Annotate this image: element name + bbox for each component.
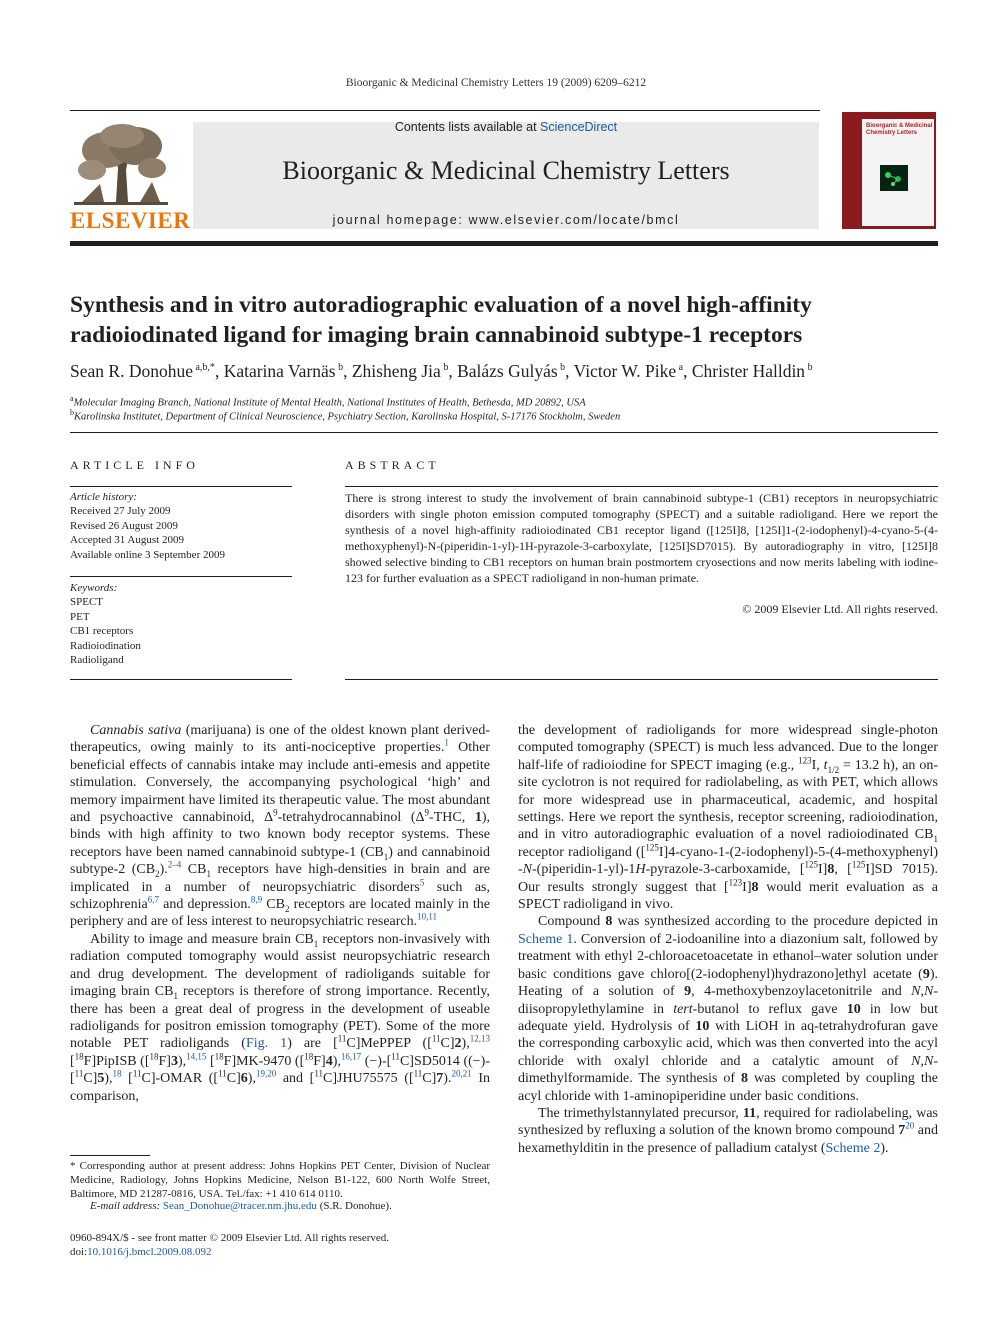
affiliation-mark: b xyxy=(70,408,74,417)
affiliation-mark: a xyxy=(70,394,74,403)
email-suffix: (S.R. Donohue). xyxy=(316,1200,392,1212)
doi-link[interactable]: 10.1016/j.bmcl.2009.08.092 xyxy=(87,1246,212,1258)
article-title xyxy=(70,290,940,350)
issn-line: 0960-894X/$ - see front matter © 2009 Elsevier Ltd. All rights reserved. xyxy=(70,1232,390,1244)
issn-block xyxy=(70,1231,490,1259)
article-title-line-1: Synthesis and in vitro autoradiographic evaluation of a novel high-affinity xyxy=(70,292,812,318)
affiliation-a xyxy=(70,394,940,409)
history-item: Received 27 July 2009 xyxy=(70,505,171,518)
journal-title: Bioorganic & Medicinal Chemistry Letters xyxy=(282,156,730,185)
author-affil: b xyxy=(338,362,344,374)
article-info-bottom-rule xyxy=(70,679,292,680)
keyword: SPECT xyxy=(70,596,104,609)
keyword: PET xyxy=(70,610,90,623)
body-paragraph: The trimethylstannylated precursor, 11, required for radiolabeling, was synthesized by refluxing a solution of the known bromo compound $7^{20}$ and hexamethylditin in the presence of palladium catalyst (Scheme 2). xyxy=(518,1105,939,1156)
header-rule xyxy=(70,110,820,111)
body-paragraph: the development of radioligands for more widespread single-photon computed tomography (SPECT) is much less advanced. Due to the longer half-life of radioiodine for SPECT imaging (e.g., $^{123}$I, $t_{1/2} = 13.2$ h), an on-site cyclotron is not required for radiolabeling, as with PET, which allows for more widespread use in pharmaceutical, academic, and hospital settings. Here we report the synthesis, receptor screening, radioiodination, and in vitro autoradiographic evaluation of a novel radioiodinated $CB_1$ receptor radioligand ([$^{125}$I]4-cyano-1-(2-iodophenyl)-5-(4-methoxyphenyl) -N-(piperidin-1-yl)-1H-pyrazole-3-carboxamide, [$^{125}$I]8, [$^{125}$I]SD 7015). Our results strongly suggest that [$^{123}$I]8 would merit evaluation as a SPECT radioligand in vivo. xyxy=(518,723,938,913)
body-column-right xyxy=(518,722,938,1157)
author-name[interactable]: Victor W. Pike xyxy=(573,361,677,381)
author-name[interactable]: Katarina Varnäs xyxy=(223,361,336,381)
email-line xyxy=(90,1200,490,1212)
body-paragraph: Ability to image and measure brain $CB_1$ receptors non-invasively with radiation computed tomography would assist neuropsychiatric research and drug development. The development of radioligands suitable for imaging brain $CB_1$ receptors is therefore of strong importance. Recently, there has been a great deal of progress in the development of useable radioligands for positron emission tomography (PET). Some of the more notable PET radioligands (Fig. 1) are [$^{11}$C]MePPEP ([$^{11}$C]2),$^{12,13}$ [$^{18}$F]PipISB ([$^{18}$F]3),$^{14,15}$ [$^{18}$F]MK-9470 ([$^{18}$F]4),$^{16,17}$ (−)-[$^{11}$C]SD5014 ((−)-[$^{11}$C]5),$^{18}$ [$^{11}$C]-OMAR ([$^{11}$C]6),$^{19,20}$ and [$^{11}$C]JHU75575 ([$^{11}$C]7).$^{20,21}$ In comparison, xyxy=(70,931,491,1104)
body-paragraph: Compound 8 was synthesized according to the procedure depicted in Scheme 1. Conversion of 2-iodoaniline into a diazonium salt, followed by treatment with ethyl 2-chloroacetoacetate in ethanol–water solution under basic conditions gave chloro[(2-iodophenyl)hydrazono]ethyl acetate (9). Heating of a solution of 9, 4-methoxybenzoylacetonitrile and N,N-diisopropylethylamine in tert-butanol to reflux gave 10 in low but adequate yield. Hydrolysis of 10 with LiOH in aq-tetrahydrofuran gave the corresponding carboxylic acid, which was then converted into the acyl chloride with oxalyl chloride and a catalytic amount of N,N-dimethylformamide. The synthesis of 8 was completed by coupling the acyl chloride with 1-aminopiperidine under basic conditions. xyxy=(518,914,938,1104)
homepage-label: journal homepage: xyxy=(332,213,469,227)
author-affil: a,b,* xyxy=(195,362,215,374)
article-title-line-2: radioiodinated ligand for imaging brain cannabinoid subtype-1 receptors xyxy=(70,322,803,348)
header-thick-rule xyxy=(70,241,938,246)
article-history xyxy=(70,490,292,562)
abstract-heading: ABSTRACT xyxy=(345,458,440,472)
journal-citation: Bioorganic & Medicinal Chemistry Letters 19 (2009) 6209–6212 xyxy=(345,77,647,89)
publisher-logo-text: ELSEVIER xyxy=(70,208,191,233)
journal-homepage xyxy=(193,213,819,227)
article-info-heading: ARTICLE INFO xyxy=(70,458,199,472)
doi-line xyxy=(70,1245,490,1259)
author-affil: b xyxy=(443,362,449,374)
abstract-text: There is strong interest to study the involvement of brain cannabinoid subtype-1 (CB1) receptors in neuropsychiatric disorders with single photon emission computed tomography (SPECT) and a suitable radioligand. Here we report the synthesis of a novel high-affinity radioiodinated CB1 receptor ligand ([125I]8, [125I]1-(2-iodophenyl)-4-cyano-5-(4-methoxyphenyl)-N-(piperidin-1-yl)-1H-pyrazole-3-carboxylate, [125I]SD7015). By autoradiography in vitro, [125I]8 showed selective binding to CB1 receptors on human brain postmortem cryosections and now merits labeling with iodine-123 for further evaluation as a SPECT radioligand in non-human primate. xyxy=(345,491,938,585)
email-label: E-mail address: xyxy=(90,1200,163,1212)
cover-image xyxy=(880,165,908,191)
author-name[interactable]: Sean R. Donohue xyxy=(70,361,193,381)
body-column-left xyxy=(70,722,490,1105)
author-affil: a xyxy=(678,362,684,374)
author-affil: b xyxy=(560,362,566,374)
history-item: Revised 26 August 2009 xyxy=(70,519,178,532)
cover-title: Bioorganic & Medicinal Chemistry Letters xyxy=(866,123,933,136)
corresponding-author-note: * Corresponding author at present address: Johns Hopkins PET Center, Division of Nuclear Medicine, Radiology, Johns Hopkins Medicine, Nelson B1-122, 600 North Wolfe Street, Baltimore, MD 21287-0816, USA. Tel./fax: +1 410 614 0110. xyxy=(70,1160,490,1200)
article-info-rule xyxy=(70,486,292,487)
history-item: Available online 3 September 2009 xyxy=(70,548,225,561)
abstract-rule xyxy=(345,486,938,487)
keywords-rule xyxy=(70,576,292,577)
author-name[interactable]: Balázs Gulyás xyxy=(457,361,558,381)
footnote-rule xyxy=(70,1155,150,1156)
doi-label: doi: xyxy=(70,1246,88,1258)
keyword: CB1 receptors xyxy=(70,625,134,638)
contents-prefix: Contents lists available at xyxy=(394,120,541,134)
body-paragraph: Cannabis sativa (marijuana) is one of the oldest known plant derived-therapeutics, owing mainly to its anti-nociceptive properties.$^1$ Other beneficial effects of cannabis intake may include anti-emesis and appetite stimulation. Conversely, the accompanying psychological ‘high’ and memory impairment have limited its therapeutic value. The most abundant and psychoactive cannabinoid, $\Delta^9$-tetrahydrocannabinol ($\Delta^9$-THC, 1), binds with high affinity to two known body receptor systems. These receptors have been named cannabinoid subtype-1 $(CB_1)$ and cannabinoid subtype-2 $(CB_2).^{2-4}$ $CB_1$ receptors have high-densities in brain and are implicated in a number of neuropsychiatric disorders$^5$ such as, schizophrenia$^{6,7}$ and depression.$^{8,9}$ $CB_2$ receptors are located mainly in the periphery and are of less interest to neuropsychiatric research.$^{10,11}$ xyxy=(70,723,490,930)
keywords-list xyxy=(70,581,292,667)
abstract-copyright: © 2009 Elsevier Ltd. All rights reserved. xyxy=(742,602,938,616)
affiliation-text: Karolinska Institutet, Department of Clinical Neuroscience, Psychiatry Section, Karolinska Hospital, S-17176 Stockholm, Sweden xyxy=(74,411,621,423)
author-affil: b xyxy=(807,362,813,374)
affiliation-text: Molecular Imaging Branch, National Institute of Mental Health, National Institutes of Health, Bethesda, MD 20892, USA xyxy=(73,397,586,409)
affiliation-b xyxy=(70,408,940,423)
molecule-icon xyxy=(880,165,908,191)
history-item: Accepted 31 August 2009 xyxy=(70,534,184,547)
affiliations-rule xyxy=(70,432,938,433)
author-name[interactable]: Zhisheng Jia xyxy=(351,361,441,381)
keywords-label: Keywords: xyxy=(70,582,118,594)
history-label: Article history: xyxy=(70,491,137,503)
contents-availability xyxy=(193,120,819,134)
email-link[interactable]: Sean_Donohue@tracer.nm.jhu.edu xyxy=(162,1200,317,1212)
sciencedirect-link[interactable]: ScienceDirect xyxy=(540,120,618,134)
abstract-bottom-rule xyxy=(345,679,938,680)
homepage-link[interactable]: www.elsevier.com/locate/bmcl xyxy=(468,213,680,227)
keyword: Radioligand xyxy=(70,654,124,667)
author-name[interactable]: Christer Halldin xyxy=(691,361,806,381)
keyword: Radioiodination xyxy=(70,639,141,652)
author-list: Sean R. Donohue $^{a,b,*}$, Katarina Varnäs $^b$, Zhisheng Jia $^b$, Balázs Gulyás $^b$, Victor W. Pike $^a$, Christer Halldin $^b$ xyxy=(70,361,813,381)
